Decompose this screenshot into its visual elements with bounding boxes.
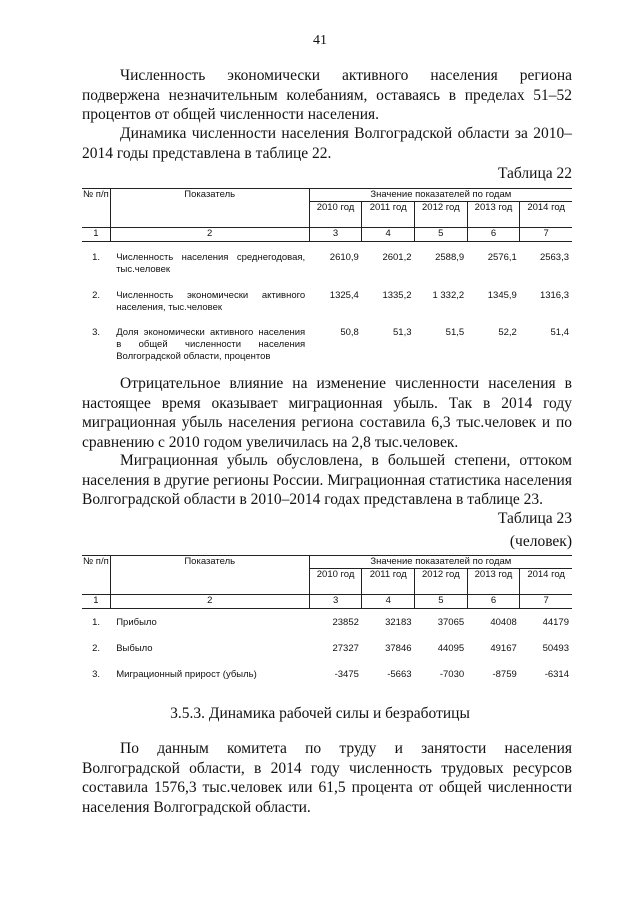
cell-value: 1335,2 <box>382 289 412 301</box>
row-indicator: Миграционный прирост (убыль) <box>116 668 257 680</box>
table-23 <box>82 555 572 681</box>
cell-value: 51,4 <box>550 326 569 338</box>
cell-value: 2610,9 <box>329 251 359 263</box>
row-number: 1. <box>92 251 101 263</box>
row-indicator: Доля экономически активного населения в общей численности населения Волгоградской области, процентов <box>116 326 306 362</box>
section-heading: 3.5.3. Динамика рабочей силы и безработицы <box>170 705 470 722</box>
cell-value: 51,5 <box>445 326 465 338</box>
cell-value: -3475 <box>334 668 359 680</box>
col-no-header: № п/п <box>82 556 110 595</box>
table-row <box>82 617 572 643</box>
year-header: 2013 год <box>467 569 520 595</box>
table-row <box>82 290 572 327</box>
row-number: 2. <box>92 289 101 301</box>
cell-value: -6314 <box>544 668 569 680</box>
col-number: 1 <box>82 228 110 242</box>
col-number: 2 <box>110 228 309 242</box>
paragraph-1: Численность экономически активного населения региона подвержена незначительным колебаниям, оставаясь в пределах 51–52 процентов от общей численности населения. <box>82 67 572 123</box>
row-indicator: Прибыло <box>116 616 157 628</box>
col-number: 5 <box>415 228 468 242</box>
col-number: 4 <box>362 595 415 609</box>
cell-value: 44179 <box>542 616 569 628</box>
col-number: 1 <box>82 595 110 609</box>
col-values-header: Значение показателей по годам <box>309 556 572 569</box>
cell-value: 44095 <box>437 642 465 654</box>
page-number: 41 <box>313 33 327 48</box>
row-number: 1. <box>92 616 101 628</box>
row-number: 3. <box>92 326 101 338</box>
cell-value: 2601,2 <box>382 251 412 263</box>
col-number: 2 <box>110 595 309 609</box>
col-number: 5 <box>415 595 468 609</box>
cell-value: 37846 <box>385 642 412 654</box>
row-number: 2. <box>92 642 101 654</box>
year-header: 2011 год <box>362 202 415 228</box>
cell-value: 52,2 <box>498 326 517 338</box>
cell-value: 2563,3 <box>539 251 569 263</box>
table-22 <box>82 188 572 363</box>
table-row <box>82 669 572 681</box>
cell-value: 1316,3 <box>539 289 569 301</box>
cell-value: 49167 <box>490 642 517 654</box>
col-no-header: № п/п <box>82 189 110 228</box>
cell-value: 51,3 <box>393 326 412 338</box>
cell-value: 1 332,2 <box>432 289 465 301</box>
table-23-unit: (человек) <box>509 533 572 550</box>
row-indicator: Численность экономически активного населения, тыс.человек <box>116 289 306 313</box>
paragraph-2: Динамика численности населения Волгоградской области за 2010–2014 годы представлена в таблице 22. <box>82 125 572 162</box>
col-number: 4 <box>362 228 415 242</box>
year-header: 2010 год <box>309 569 362 595</box>
cell-value: 2576,1 <box>487 251 517 263</box>
cell-value: 37065 <box>437 616 465 628</box>
cell-value: 40408 <box>490 616 517 628</box>
cell-value: 50493 <box>542 642 569 654</box>
cell-value: 1325,4 <box>329 289 359 301</box>
year-header: 2012 год <box>415 569 468 595</box>
table-row <box>82 643 572 669</box>
col-number: 6 <box>467 228 520 242</box>
year-header: 2010 год <box>309 202 362 228</box>
year-header: 2011 год <box>362 569 415 595</box>
col-indicator-header: Показатель <box>110 189 309 228</box>
cell-value: -8759 <box>492 668 517 680</box>
col-indicator-header: Показатель <box>110 556 309 595</box>
table-23-caption: Таблица 23 <box>497 510 572 527</box>
col-number: 7 <box>520 595 572 609</box>
col-number: 6 <box>467 595 520 609</box>
cell-value: 23852 <box>332 616 359 628</box>
col-values-header: Значение показателей по годам <box>309 189 572 202</box>
year-header: 2012 год <box>415 202 468 228</box>
year-header: 2014 год <box>520 202 572 228</box>
row-indicator: Выбыло <box>116 642 153 654</box>
cell-value: 1345,9 <box>487 289 517 301</box>
paragraph-3: Отрицательное влияние на изменение численности населения в настоящее время оказывает миграционная убыль. Так в 2014 году миграционная убыль населения региона составила 6,3 тыс.человек и по сравнению с 2010 годом увеличилась на 2,8 тыс.человек. <box>82 375 572 451</box>
col-number: 7 <box>520 228 572 242</box>
cell-value: 2588,9 <box>435 251 465 263</box>
cell-value: -5663 <box>387 668 412 680</box>
cell-value: 50,8 <box>340 326 359 338</box>
paragraph-5: По данным комитета по труду и занятости населения Волгоградской области, в 2014 году численность трудовых ресурсов составила 1576,3 тыс.человек или 61,5 процента от общей численности населения Волгоградской области. <box>82 740 572 816</box>
table-row <box>82 327 572 363</box>
table-22-caption: Таблица 22 <box>497 165 572 182</box>
year-header: 2014 год <box>520 569 572 595</box>
col-number: 3 <box>309 228 362 242</box>
cell-value: 27327 <box>332 642 359 654</box>
cell-value: -7030 <box>439 668 465 680</box>
year-header: 2013 год <box>467 202 520 228</box>
paragraph-4: Миграционная убыль обусловлена, в большей степени, оттоком населения в другие регионы России. Миграционная статистика населения Волгоградской области в 2010–2014 годах представлена в таблице 23. <box>82 452 572 508</box>
col-number: 3 <box>309 595 362 609</box>
cell-value: 32183 <box>385 616 412 628</box>
row-indicator: Численность населения среднегодовая, тыс.человек <box>116 251 306 275</box>
table-row <box>82 252 572 290</box>
row-number: 3. <box>92 668 101 680</box>
